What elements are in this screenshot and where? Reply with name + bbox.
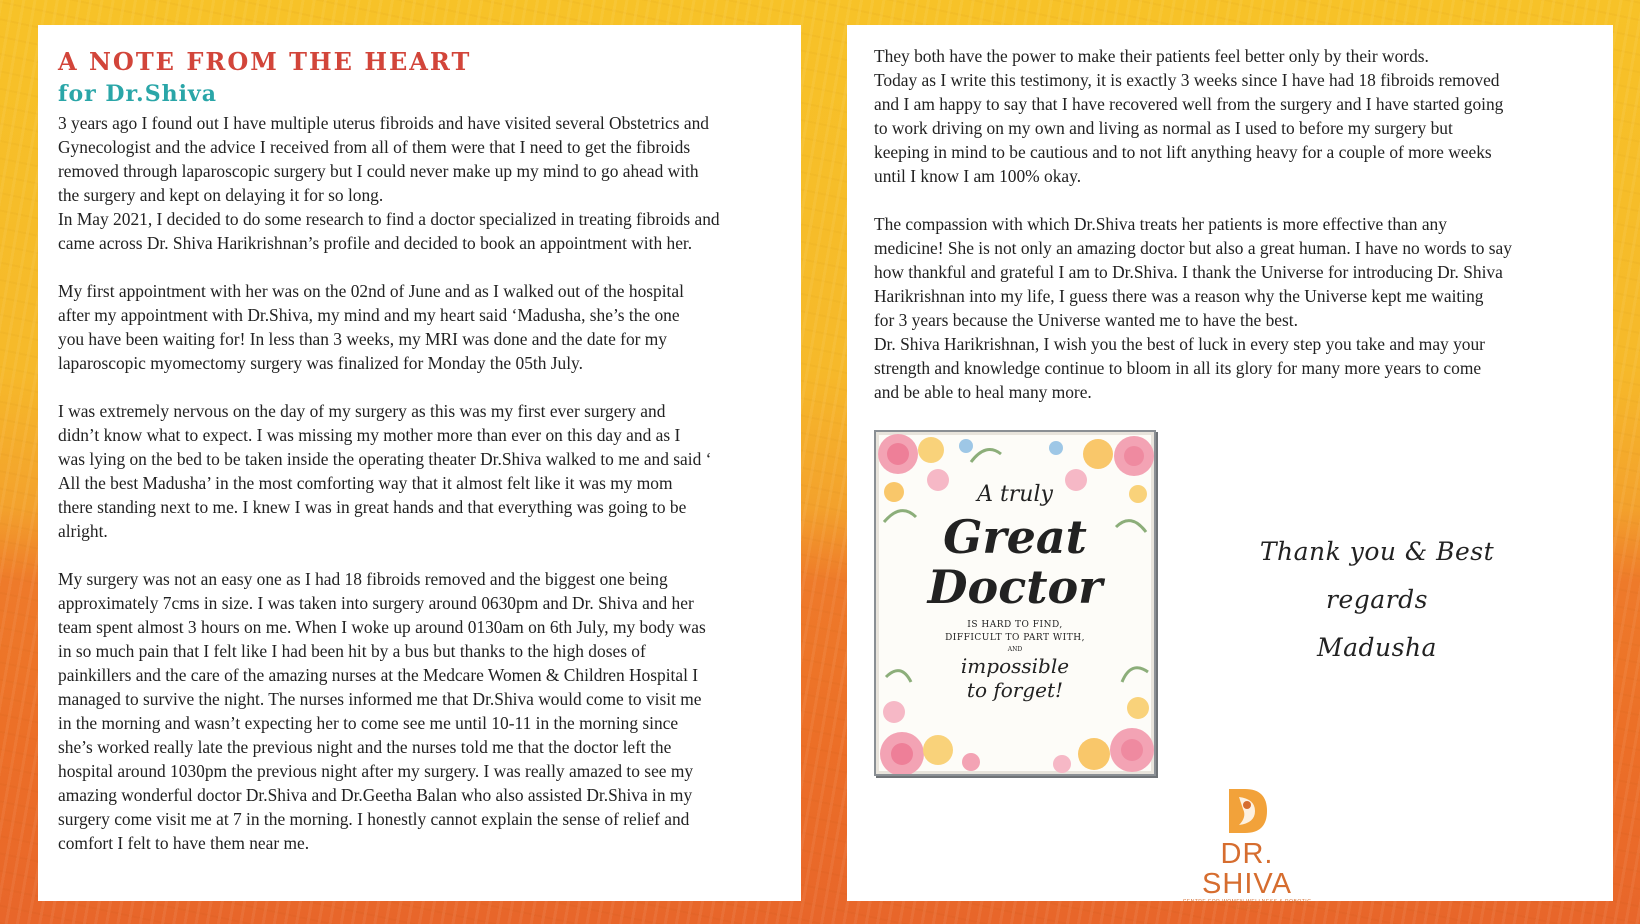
card-line: AND <box>1007 646 1023 653</box>
letter-body-right <box>874 44 1595 404</box>
paragraph: I was extremely nervous on the day of my surgery as this was my first ever surgery and didn’t know what to expect. I was missing my mother more than ever on this day and as I was lying on the bed to be taken inside the operating theater Dr.Shiva walked to me and said ‘ All the best Madusha’ in the most comforting way that it almost felt like it was my mom there standing next to me. I knew I was in great hands and that everything was going to be alright. <box>58 401 712 541</box>
left-letter-panel <box>38 25 801 901</box>
card-line: DIFFICULT TO PART WITH, <box>945 633 1085 643</box>
paragraph: 3 years ago I found out I have multiple uterus fibroids and have visited several Obstetrics and Gynecologist and the advice I received from all of them were that I need to get the fibroids removed through laparoscopic surgery but I could never make up my mind to go ahead with the surgery and kept on delaying it for so long. In May 2021, I decided to do some research to find a doctor specialized in treating fibroids and came across Dr. Shiva Harikrishnan’s profile and decided to book an appointment with her. <box>58 113 720 253</box>
card-line: Doctor <box>927 560 1103 614</box>
right-letter-panel <box>847 25 1613 911</box>
signature-block <box>1207 528 1547 672</box>
logo-subtext: CENTRE FOR WOMEN WELLNESS & ROBOTIC SURGERY <box>1182 899 1312 911</box>
dr-shiva-logo <box>1172 787 1322 911</box>
card-line: Great <box>943 510 1087 564</box>
paragraph: The compassion with which Dr.Shiva treats her patients is more effective than any medicine! She is not only an amazing doctor but also a great human. I have no words to say how thankful and grateful I am to Dr.Shiva. I thank the Universe for introducing Dr. Shiva Harikrishnan into my life, I guess there was a reason why the Universe kept me waiting for 3 years because the Universe wanted me to have the best. Dr. Shiva Harikrishnan, I wish you the best of luck in every step you take and may your strength and knowledge continue to bloom in all its glory for many more years to come and be able to heal many more. <box>874 214 1512 402</box>
page-subtitle: for Dr.Shiva <box>58 81 217 107</box>
thanks-line: Thank you & Best regards <box>1259 537 1495 614</box>
card-line: to forget! <box>966 678 1064 702</box>
logo-text: DR. SHIVA <box>1202 838 1292 900</box>
signature-name: Madusha <box>1317 633 1437 662</box>
paragraph: They both have the power to make their patients feel better only by their words. Today as I write this testimony, it is exactly 3 weeks since I have had 18 fibroids removed and I am happy to say that I have recovered well from the surgery and I have started going to work driving on my own and living as normal as I used to before my surgery but keeping in mind to be cautious and to not lift anything heavy for a couple of more weeks until I know I am 100% okay. <box>874 46 1504 186</box>
card-line: impossible <box>960 654 1070 678</box>
paragraph: My surgery was not an easy one as I had 18 fibroids removed and the biggest one being approximately 7cms in size. I was taken into surgery around 0630pm and Dr. Shiva and her team spent almost 3 hours on me. When I woke up around 0130am on 6th July, my body was in so much pain that I felt like I had been hit by a bus but thanks to the high doses of painkillers and the care of the amazing nurses at the Medcare Women & Children Hospital I managed to survive the night. The nurses informed me that Dr.Shiva would come to visit me in the morning and wasn’t expecting her to come see me until 10-11 in the morning since she’s worked really late the previous night and the nurses told me that the doctor left the hospital around 1030pm the previous night after my surgery. I was really amazed to see my amazing wonderful doctor Dr.Shiva and Dr.Geetha Balan who also assisted Dr.Shiva in my surgery come visit me at 7 in the morning. I honestly cannot explain the sense of relief and comfort I felt to have them near me. <box>58 569 706 853</box>
card-line: IS HARD TO FIND, <box>967 620 1063 630</box>
great-doctor-card-image <box>874 430 1156 776</box>
letter-body-left <box>58 111 783 855</box>
paragraph: My first appointment with her was on the 02nd of June and as I walked out of the hospital after my appointment with Dr.Shiva, my mind and my heart said ‘Madusha, she’s the one you have been waiting for! In less than 3 weeks, my MRI was done and the date for my laparoscopic myomectomy surgery was finalized for Monday the 05th July. <box>58 281 684 373</box>
card-line: A truly <box>977 482 1053 507</box>
page-title: A NOTE FROM THE HEART <box>58 47 472 76</box>
logo-mark-icon <box>1225 787 1269 835</box>
